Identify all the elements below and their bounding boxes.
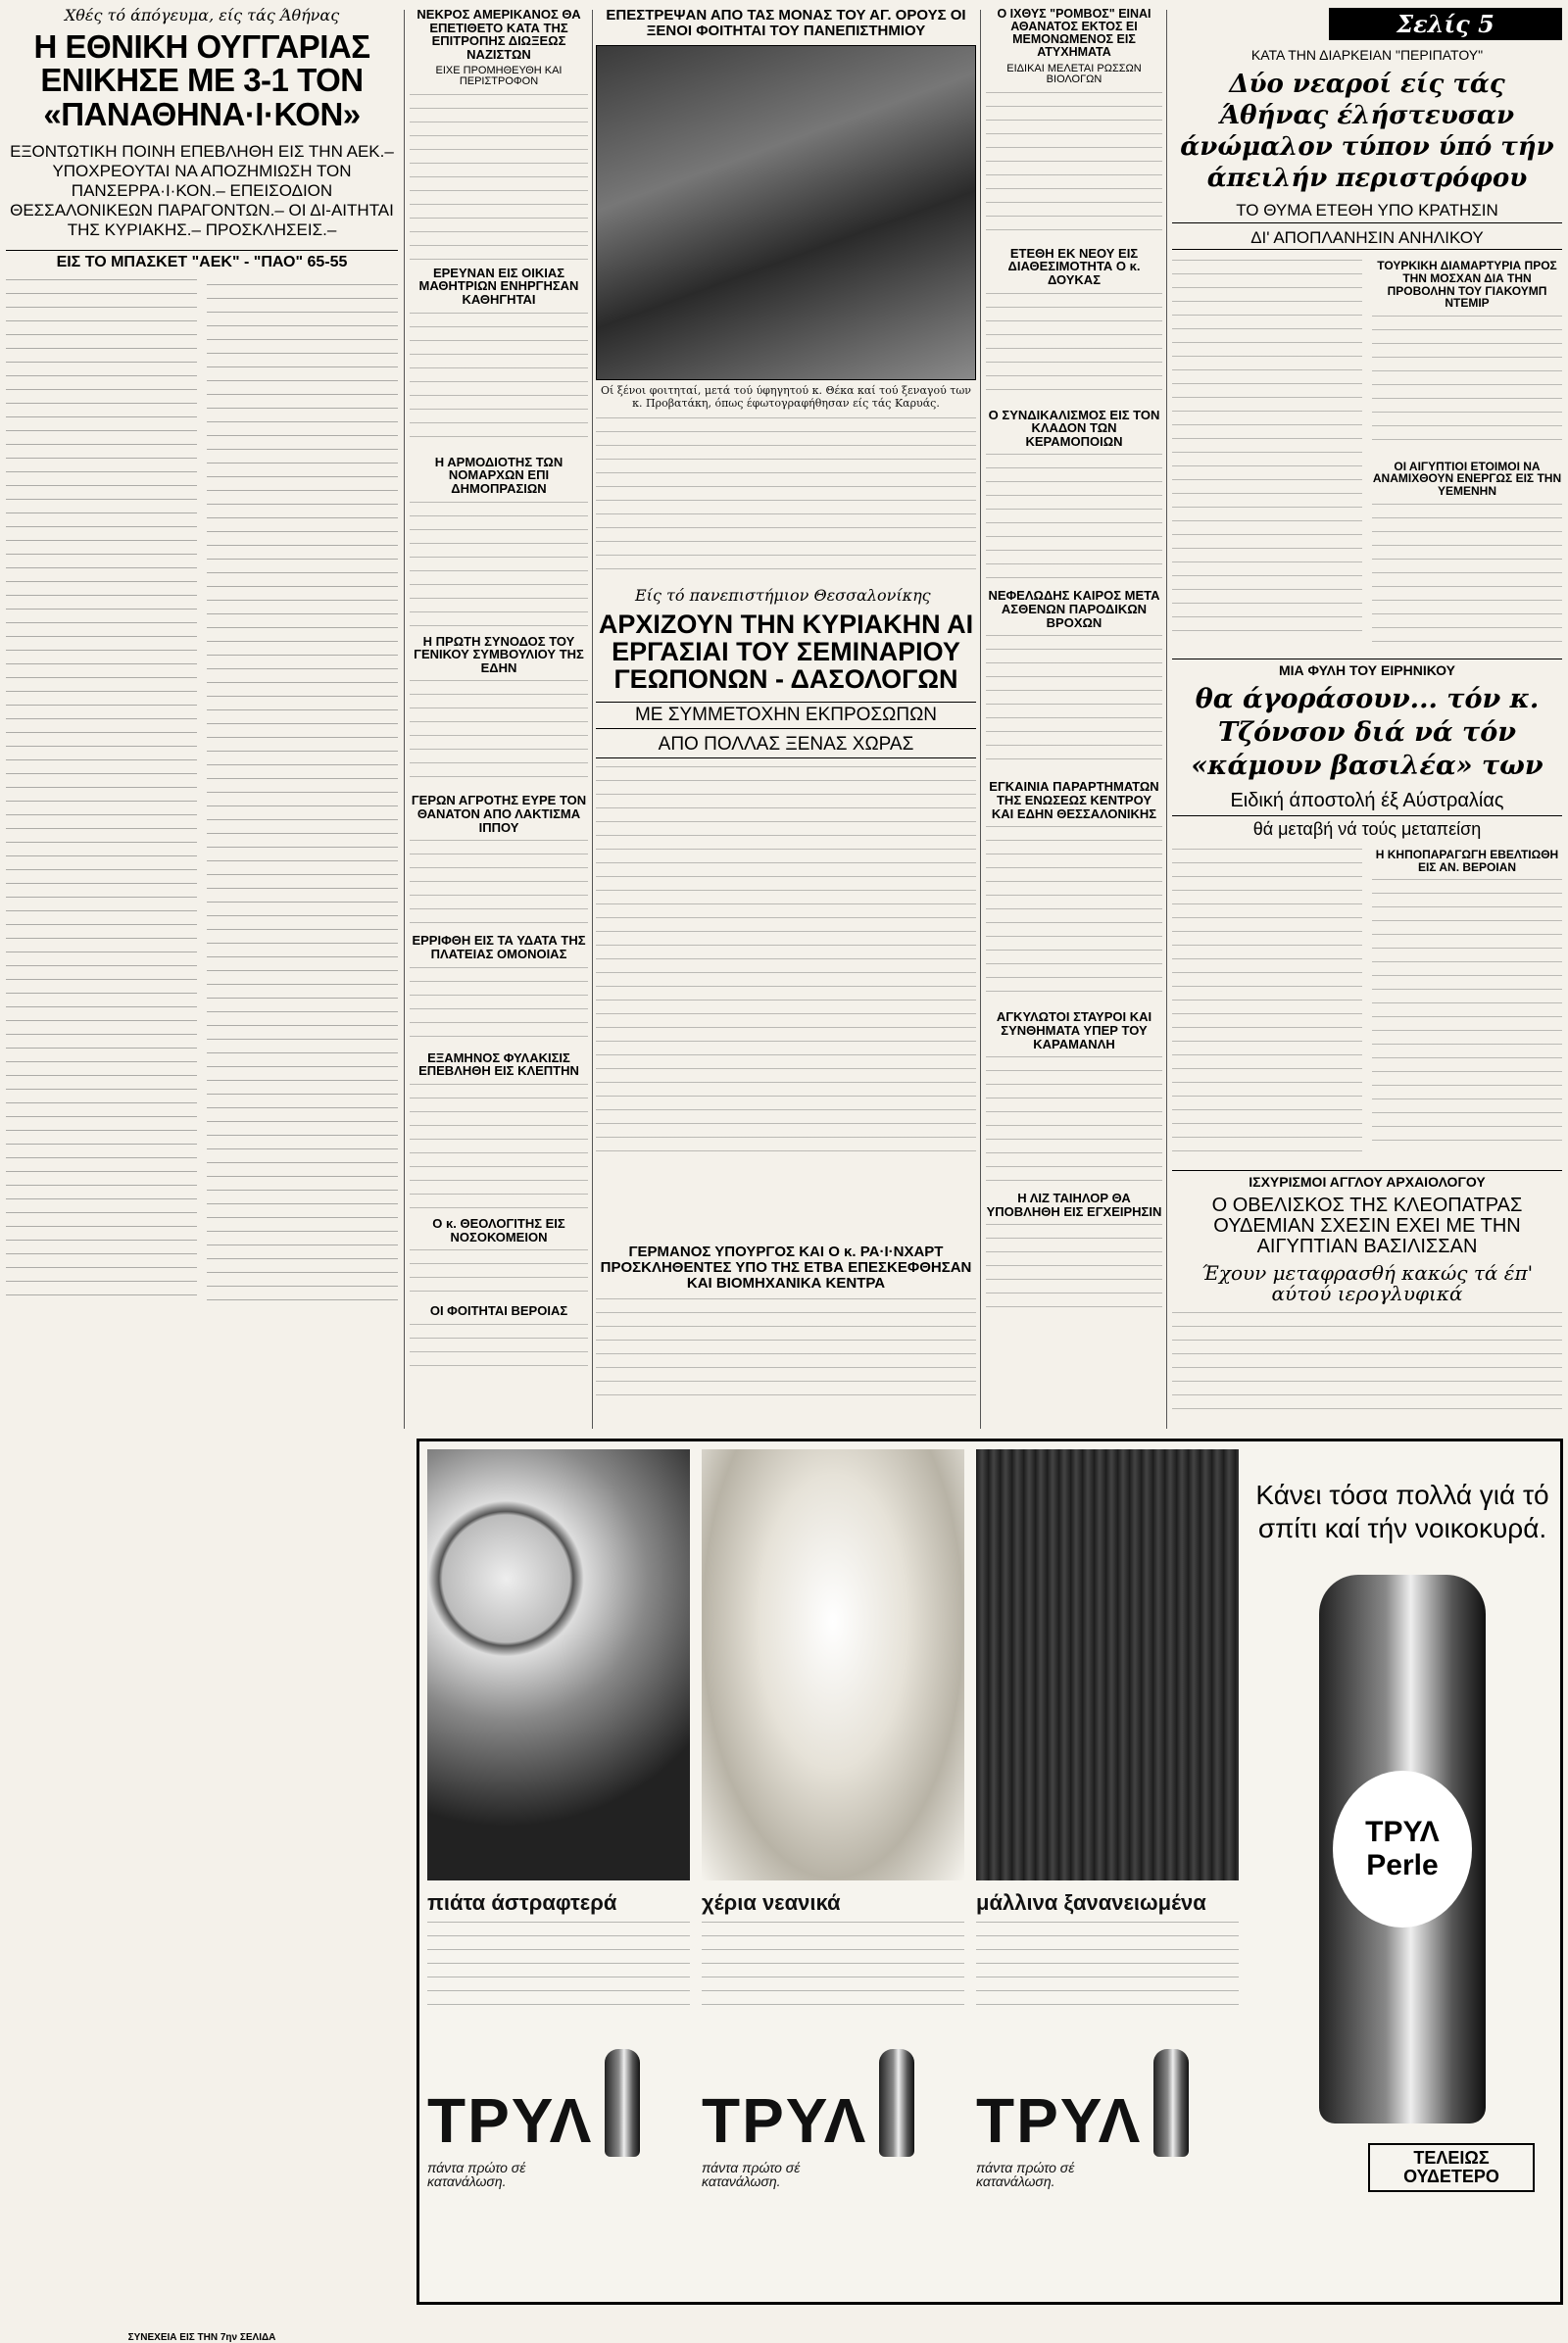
- right-col: [1172, 8, 1562, 1429]
- center-sub2: ΑΠΟ ΠΟΛΛΑΣ ΞΕΝΑΣ ΧΩΡΑΣ: [596, 735, 976, 758]
- right-headline: Δύο νεαροί είς τάς Άθήνας έλήστευσαν άνώμαλον τύπον ύπό τήν άπειλήν περιστρόφου: [1180, 69, 1554, 193]
- col1-kicker: Χθές τό άπόγευμα, είς τάς Άθήνας: [64, 6, 340, 24]
- page-label: Σελίς 5: [1329, 8, 1562, 40]
- col1-footer: ΣΥΝΕΧΕΙΑ ΕΙΣ ΤΗΝ 7ην ΣΕΛΙΔΑ: [127, 2331, 276, 2343]
- ad-panel-2-title: χέρια νεανικά: [702, 1890, 841, 1915]
- col2-top-head: ΝΕΚΡΟΣ ΑΜΕΡΙΚΑΝΟΣ ΘΑ ΕΠΕΤΙΘΕΤΟ ΚΑΤΑ ΤΗΣ ΕΠΙΤΡΟΠΗΣ ΔΙΩΞΕΩΣ ΝΑΖΙΣΤΩΝ: [416, 7, 581, 62]
- center-headline: ΑΡΧΙΖΟΥΝ ΤΗΝ ΚΥΡΙΑΚΗΝ ΑΙ ΕΡΓΑΣΙΑΙ ΤΟΥ ΣΕΜΙΝΑΡΙΟΥ ΓΕΩΠΟΝΩΝ - ΔΑΣΟΛΟΓΩΝ: [598, 609, 974, 695]
- col2-top-sub: ΕΙΧΕ ΠΡΟΜΗΘΕΥΘΗ ΚΑΙ ΠΕΡΙΣΤΡΟΦΟΝ: [435, 64, 563, 88]
- ad-footer-box: ΤΕΛΕΙΩΣ ΟΥΔΕΤΕΡΟ: [1368, 2143, 1535, 2192]
- news-photo: [596, 45, 976, 380]
- sweater-photo: [976, 1449, 1239, 1880]
- ad-panel-1-slogan: πάντα πρώτο σέ κατανάλωση.: [427, 2160, 526, 2189]
- col1-body: [6, 279, 398, 2327]
- bottle-label: ΤΡΥΛ Perle: [1333, 1771, 1472, 1928]
- col2-h8: Ο κ. ΘΕΟΛΟΓΙΤΗΣ ΕΙΣ ΝΟΣΟΚΟΜΕΙΟΝ: [432, 1215, 565, 1245]
- col1-deck: ΕΞΟΝΤΩΤΙΚΗ ΠΟΙΝΗ ΕΠΕΒΛΗΘΗ ΕΙΣ ΤΗΝ ΑΕΚ.– ΥΠΟΧΡΕΟΥΤΑΙ ΝΑ ΑΠΟΖΗΜΙΩΣΗ ΤΟΝ ΠΑΝΣΕΡΡΑ·Ι·ΚΟΝ.– ΕΠΕΙΣΟΔΙΟΝ ΘΕΣΣΑΛΟΝΙΚΕΩΝ ΠΑΡΑΓΟΝΤΩΝ.– ΟΙ ΔΙ-ΑΙΤΗΤΑΙ ΤΗΣ ΚΥΡΙΑΚΗΣ.– ΠΡΟΣΚΛΗΣΕΙΣ.–: [10, 141, 394, 239]
- ad-panel-3-slogan: πάντα πρώτο σέ κατανάλωση.: [976, 2160, 1075, 2189]
- ad-panel-4: [1250, 1449, 1554, 2298]
- ad-panel-2-brand: ΤΡΥΛ: [702, 2085, 868, 2156]
- col4-h5: ΕΓΚΑΙΝΙΑ ΠΑΡΑΡΤΗΜΑΤΩΝ ΤΗΣ ΕΝΩΣΕΩΣ ΚΕΝΤΡΟΥ ΚΑΙ ΕΔΗΝ ΘΕΣΣΑΛΟΝΙΚΗΣ: [989, 779, 1159, 821]
- bottle-icon: [879, 2049, 914, 2157]
- col2-h7: ΕΞΑΜΗΝΟΣ ΦΥΛΑΚΙΣΙΣ ΕΠΕΒΛΗΘΗ ΕΙΣ ΚΛΕΠΤΗΝ: [418, 1049, 579, 1079]
- ad-panel-3-title: μάλλινα ξανανειωμένα: [976, 1890, 1206, 1915]
- bottle-icon: [1153, 2049, 1189, 2157]
- ad-panel-1-title: πιάτα άστραφτερά: [427, 1890, 617, 1915]
- col1-sub: ΕΙΣ ΤΟ ΜΠΑΣΚΕΤ "ΑΕΚ" - "ΠΑΟ" 65-55: [6, 250, 398, 271]
- center-sub1: ΜΕ ΣΥΜΜΕΤΟΧΗΝ ΕΚΠΡΟΣΩΠΩΝ: [596, 702, 976, 729]
- right-kicker: ΚΑΤΑ ΤΗΝ ΔΙΑΡΚΕΙΑΝ "ΠΕΡΙΠΑΤΟΥ": [1250, 47, 1484, 63]
- col4-h2: ΕΤΕΘΗ ΕΚ ΝΕΟΥ ΕΙΣ ΔΙΑΘΕΣΙΜΟΤΗΤΑ Ο κ. ΔΟΥΚΑΣ: [1007, 245, 1141, 287]
- right-box3: Η ΚΗΠΟΠΑΡΑΓΩΓΗ ΕΒΕΛΤΙΩΘΗ ΕΙΣ ΑΝ. ΒΕΡΟΙΑΝ: [1375, 848, 1559, 874]
- right-box1: ΤΟΥΡΚΙΚΗ ΔΙΑΜΑΡΤΥΡΙΑ ΠΡΟΣ ΤΗΝ ΜΟΣΧΑΝ ΔΙΑ ΤΗΝ ΠΡΟΒΟΛΗΝ ΤΟΥ ΓΙΑΚΟΥΜΠ ΝΤΕΜΙΡ: [1377, 259, 1557, 311]
- tribe-head: θα άγοράσουν... τόν κ. Τζόνσον διά νά τόν «κάμουν βασιλέα» των: [1191, 684, 1544, 782]
- col2-h4: Η ΠΡΩΤΗ ΣΥΝΟΔΟΣ ΤΟΥ ΓΕΝΙΚΟΥ ΣΥΜΒΟΥΛΙΟΥ ΤΗΣ ΕΔΗΝ: [414, 633, 584, 675]
- col2: [410, 8, 588, 1429]
- col3-photo-head: ΕΠΕΣΤΡΕΨΑΝ ΑΠΟ ΤΑΣ ΜΟΝΑΣ ΤΟΥ ΑΓ. ΟΡΟΥΣ ΟΙ ΞΕΝΟΙ ΦΟΙΤΗΤΑΙ ΤΟΥ ΠΑΝΕΠΙΣΤΗΜΙΟΥ: [606, 7, 966, 39]
- tribe-kicker: ΜΙΑ ΦΥΛΗ ΤΟΥ ΕΙΡΗΝΙΚΟΥ: [1172, 659, 1562, 678]
- right-sub1: ΤΟ ΘΥΜΑ ΕΤΕΘΗ ΥΠΟ ΚΡΑΤΗΣΙΝ: [1172, 202, 1562, 223]
- ad-panel-1: [427, 1449, 690, 2298]
- hand-illustration: [702, 1449, 964, 1880]
- tryl-ad: [416, 1439, 1563, 2305]
- ad-panel-3-brand: ΤΡΥΛ: [976, 2085, 1143, 2156]
- col2-h5: ΓΕΡΩΝ ΑΓΡΟΤΗΣ ΕΥΡΕ ΤΟΝ ΘΑΝΑΤΟΝ ΑΠΟ ΛΑΚΤΙΣΜΑ ΙΠΠΟΥ: [411, 793, 587, 835]
- center-bottom-head: ΓΕΡΜΑΝΟΣ ΥΠΟΥΡΓΟΣ ΚΑΙ Ο κ. ΡΑ·Ι·ΝΧΑΡΤ ΠΡΟΣΚΛΗΘΕΝΤΕΣ ΥΠΟ ΤΗΣ ΕΤΒΑ ΕΠΕΣΚΕΦΘΗΣΑΝ ΚΑΙ ΒΙΟΜΗΧΑΝΙΚΑ ΚΕΝΤΡΑ: [600, 1244, 972, 1292]
- col2-h9: ΟΙ ΦΟΙΤΗΤΑΙ ΒΕΡΟΙΑΣ: [429, 1303, 568, 1319]
- col4-h7: Η ΛΙΖ ΤΑΙΗΛΟΡ ΘΑ ΥΠΟΒΛΗΘΗ ΕΙΣ ΕΓΧΕΙΡΗΣΙΝ: [986, 1191, 1162, 1219]
- col4-h1-sub: ΕΙΔΙΚΑΙ ΜΕΛΕΤΑΙ ΡΩΣΣΩΝ ΒΙΟΛΟΓΩΝ: [1006, 62, 1142, 86]
- bottle-icon: [605, 2049, 640, 2157]
- right-box2: ΟΙ ΑΙΓΥΠΤΙΟΙ ΕΤΟΙΜΟΙ ΝΑ ΑΝΑΜΙΧΘΟΥΝ ΕΝΕΡΓΩΣ ΕΙΣ ΤΗΝ ΥΕΜΕΝΗΝ: [1372, 459, 1562, 498]
- ad-right-head: Κάνει τόσα πολλά γιά τό σπίτι καί τήν νοικοκυρά.: [1255, 1480, 1549, 1543]
- col4: [986, 8, 1162, 1429]
- plates-photo: [427, 1449, 690, 1880]
- center-bottom: [596, 1245, 976, 1429]
- tribe-sub2: θά μεταβή νά τούς μεταπείση: [1252, 819, 1482, 840]
- tribe-sub: Ειδική άποστολή έξ Αύστραλίας: [1172, 791, 1562, 816]
- center-kicker: Είς τό πανεπιστήμιον Θεσσαλονίκης: [635, 586, 931, 605]
- arch-sub: Έχουν μεταφρασθή κακώς τά έπ' αύτού ιερογλυφικά: [1200, 1260, 1534, 1305]
- large-bottle: [1319, 1575, 1486, 2123]
- col4-h4: ΝΕΦΕΛΩΔΗΣ ΚΑΙΡΟΣ ΜΕΤΑ ΑΣΘΕΝΩΝ ΠΑΡΟΔΙΚΩΝ ΒΡΟΧΩΝ: [988, 588, 1160, 630]
- ad-panel-3: [976, 1449, 1239, 2298]
- right-sub2: ΔΙ' ΑΠΟΠΛΑΝΗΣΙΝ ΑΝΗΛΙΚΟΥ: [1172, 229, 1562, 251]
- col1: [6, 6, 398, 2343]
- col2-h6: ΕΡΡΙΦΘΗ ΕΙΣ ΤΑ ΥΔΑΤΑ ΤΗΣ ΠΛΑΤΕΙΑΣ ΟΜΟΝΟΙΑΣ: [412, 933, 586, 961]
- arch-head: Ο ΟΒΕΛΙΣΚΟΣ ΤΗΣ ΚΛΕΟΠΑΤΡΑΣ ΟΥΔΕΜΙΑΝ ΣΧΕΣΙΝ ΕΧΕΙ ΜΕ ΤΗΝ ΑΙΓΥΠΤΙΑΝ ΒΑΣΙΛΙΣΣΑΝ: [1211, 1194, 1523, 1257]
- photo-caption: Οί ξένοι φοιτηταί, μετά τού ύφηγητού κ. Θέκα καί τού ξεναγού των κ. Προβατάκη, όπως έφωτογραφήθησαν είς τάς Καρυάς.: [600, 383, 971, 410]
- col2-h3: Η ΑΡΜΟΔΙΟΤΗΣ ΤΩΝ ΝΟΜΑΡΧΩΝ ΕΠΙ ΔΗΜΟΠΡΑΣΙΩΝ: [434, 454, 564, 496]
- arch-kicker: ΙΣΧΥΡΙΣΜΟΙ ΑΓΓΛΟΥ ΑΡΧΑΙΟΛΟΓΟΥ: [1172, 1170, 1562, 1190]
- ad-panel-1-brand: ΤΡΥΛ: [427, 2085, 594, 2156]
- ad-panel-2-slogan: πάντα πρώτο σέ κατανάλωση.: [702, 2160, 801, 2189]
- col4-h3: Ο ΣΥΝΔΙΚΑΛΙΣΜΟΣ ΕΙΣ ΤΟΝ ΚΛΑΔΟΝ ΤΩΝ ΚΕΡΑΜΟΠΟΙΩΝ: [988, 407, 1160, 449]
- ad-panel-2: [702, 1449, 964, 2298]
- col4-h1: Ο ΙΧΘΥΣ "ΡΟΜΒΟΣ" ΕΙΝΑΙ ΑΘΑΝΑΤΟΣ ΕΚΤΟΣ ΕΙ ΜΕΜΟΝΩΜΕΝΟΣ ΕΙΣ ΑΤΥΧΗΜΑΤΑ: [997, 7, 1152, 60]
- col2-h2: ΕΡΕΥΝΑΝ ΕΙΣ ΟΙΚΙΑΣ ΜΑΘΗΤΡΙΩΝ ΕΝΗΡΓΗΣΑΝ ΚΑΘΗΓΗΤΑΙ: [418, 265, 579, 307]
- col1-headline: Η ΕΘΝΙΚΗ ΟΥΓΓΑΡΙΑΣ ΕΝΙΚΗΣΕ ΜΕ 3-1 ΤΟΝ «ΠΑΝΑΘΗΝΑ·Ι·ΚΟΝ»: [33, 27, 370, 133]
- col4-h6: ΑΓΚΥΛΩΤΟΙ ΣΤΑΥΡΟΙ ΚΑΙ ΣΥΝΘΗΜΑΤΑ ΥΠΕΡ ΤΟΥ ΚΑΡΑΜΑΝΛΗ: [996, 1009, 1152, 1051]
